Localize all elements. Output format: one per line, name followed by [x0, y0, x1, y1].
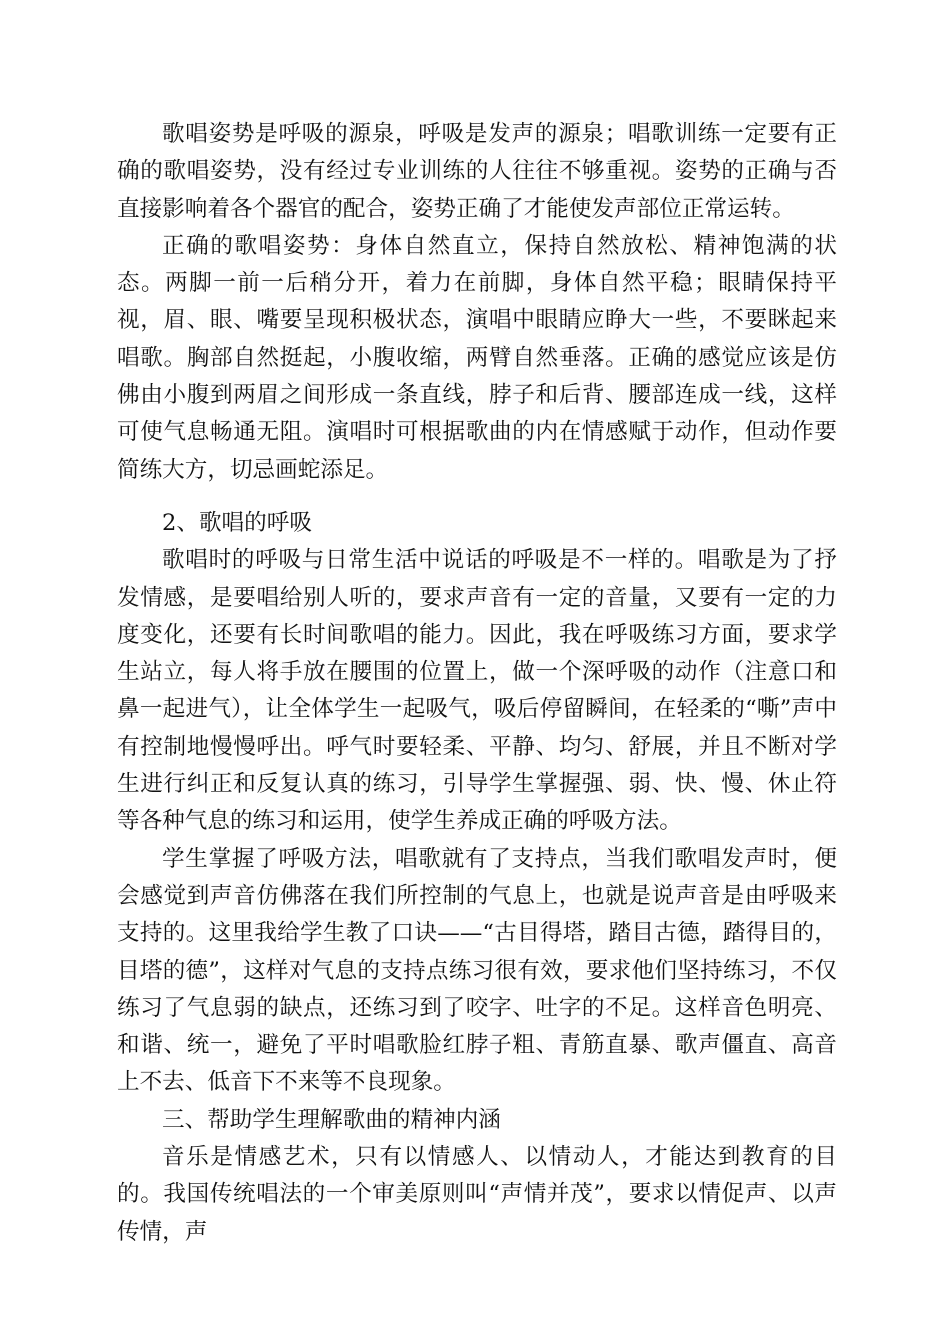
- paragraph-correct-posture: 正确的歌唱姿势：身体自然直立，保持自然放松、精神饱满的状态。两脚一前一后稍分开，着力在前脚，身体自然平稳；眼睛保持平视，眉、眼、嘴要呈现积极状态，演唱中眼睛应睁大一些，不要眯起来唱歌。胸部自然挺起，小腹收缩，两臂自然垂落。正确的感觉应该是仿佛由小腹到两眉之间形成一条直线，脖子和后背、腰部连成一线，这样可使气息畅通无阻。演唱时可根据歌曲的内在情感赋于动作，但动作要简练大方，切忌画蛇添足。: [117, 232, 837, 483]
- section-heading-breathing: 2、歌唱的呼吸: [162, 509, 312, 536]
- body-text: [117, 116, 837, 1251]
- paragraph-breath-support: 学生掌握了呼吸方法，唱歌就有了支持点，当我们歌唱发声时，便会感觉到声音仿佛落在我们所控制的气息上，也就是说声音是由呼吸来支持的。这里我给学生教了口诀——“古目得塔，踏目古德，踏得目的，目塔的德”，这样对气息的支持点练习很有效，要求他们坚持练习，不仅练习了气息弱的缺点，还练习到了咬字、吐字的不足。这样音色明亮、和谐、统一，避免了平时唱歌脸红脖子粗、青筋直暴、歌声僵直、高音上不去、低音下不来等不良现象。: [117, 845, 837, 1096]
- paragraph-breathing-practice: 歌唱时的呼吸与日常生活中说话的呼吸是不一样的。唱歌是为了抒发情感，是要唱给别人听的，要求声音有一定的音量，又要有一定的力度变化，还要有长时间歌唱的能力。因此，我在呼吸练习方面，要求学生站立，每人将手放在腰围的位置上，做一个深呼吸的动作（注意口和鼻一起进气），让全体学生一起吸气，吸后停留瞬间，在轻柔的“嘶”声中有控制地慢慢呼出。呼气时要轻柔、平静、均匀、舒展，并且不断对学生进行纠正和反复认真的练习，引导学生掌握强、弱、快、慢、休止符等各种气息的练习和运用，使学生养成正确的呼吸方法。: [117, 547, 837, 835]
- paragraph-emotion-art: 音乐是情感艺术，只有以情感人、以情动人，才能达到教育的目的。我国传统唱法的一个审美原则叫“声情并茂”，要求以情促声、以声传情，声: [117, 1144, 837, 1245]
- paragraph-posture-intro: 歌唱姿势是呼吸的源泉，呼吸是发声的源泉；唱歌训练一定要有正确的歌唱姿势，没有经过专业训练的人往往不够重视。姿势的正确与否直接影响着各个器官的配合，姿势正确了才能使发声部位正常运转。: [117, 121, 837, 222]
- section-heading-song-meaning: 三、帮助学生理解歌曲的精神内涵: [162, 1106, 501, 1133]
